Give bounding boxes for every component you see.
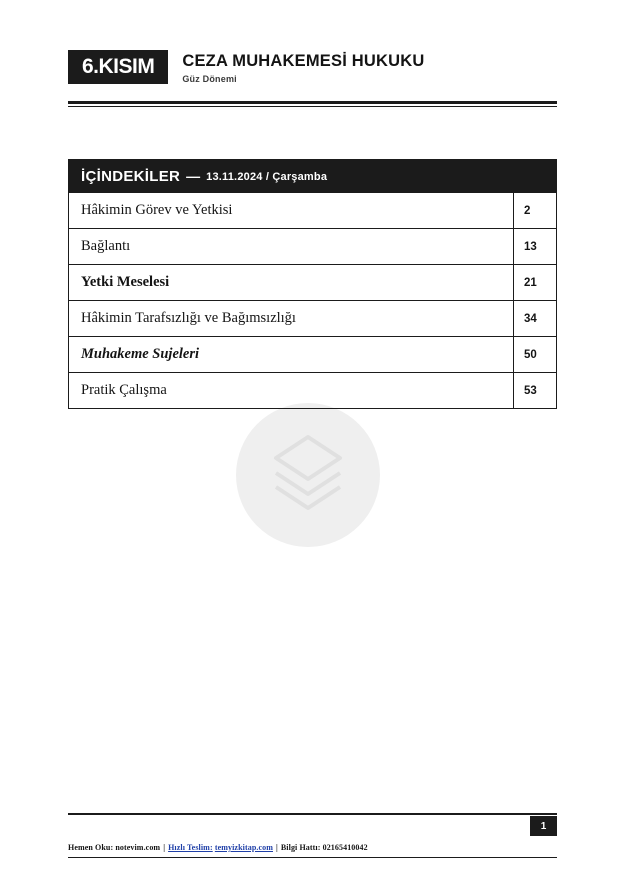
footer-hizli-teslim-label[interactable]: Hızlı Teslim: [168,843,213,852]
toc-entry-page: 2 [513,193,556,228]
table-row[interactable] [69,372,556,408]
page-subtitle: Güz Dönemi [182,74,237,85]
table-row[interactable] [69,336,556,372]
table-row[interactable] [69,300,556,336]
toc-heading-dash: — [186,168,201,184]
toc-entry-label: Muhakeme Sujeleri [81,346,200,362]
table-row[interactable] [69,228,556,264]
footer-separator-2: | [275,843,278,852]
toc-heading-label: İÇİNDEKİLER [81,167,181,185]
page-number-badge: 1 [530,816,557,836]
footer-bilgi-hatti: Bilgi Hattı: 02165410042 [280,843,368,852]
toc-entry-page: 21 [513,265,556,300]
part-badge: 6.KISIM [68,50,168,84]
toc-entry-page: 50 [513,337,556,372]
footer-contact-line [68,843,557,852]
table-row[interactable] [69,192,556,228]
page-title: CEZA MUHAKEMESİ HUKUKU [182,52,425,70]
toc-header [69,160,556,192]
toc-entry-page: 13 [513,229,556,264]
table-of-contents [68,159,557,409]
toc-entry-label: Bağlantı [81,238,131,254]
toc-entry-label: Hâkimin Tarafsızlığı ve Bağımsızlığı [81,310,296,326]
footer-hizli-teslim-link[interactable]: temyizkitap.com [214,843,273,852]
toc-entry-page: 53 [513,373,556,408]
toc-date-label: 13.11.2024 / Çarşamba [206,171,328,183]
footer-separator-1: | [163,843,166,852]
footer-divider [68,813,557,815]
toc-entry-label: Yetki Meselesi [81,274,170,290]
header-divider-thick [68,101,557,104]
toc-entry-page: 34 [513,301,556,336]
table-row[interactable] [69,264,556,300]
footer-divider-bottom [68,857,557,858]
toc-entry-label: Pratik Çalışma [81,382,167,398]
footer-hemen-oku: Hemen Oku: notevim.com [68,843,161,852]
watermark-logo [236,403,380,547]
header-divider-thin [68,106,557,107]
document-header [68,50,557,102]
toc-entry-label: Hâkimin Görev ve Yetkisi [81,202,233,218]
